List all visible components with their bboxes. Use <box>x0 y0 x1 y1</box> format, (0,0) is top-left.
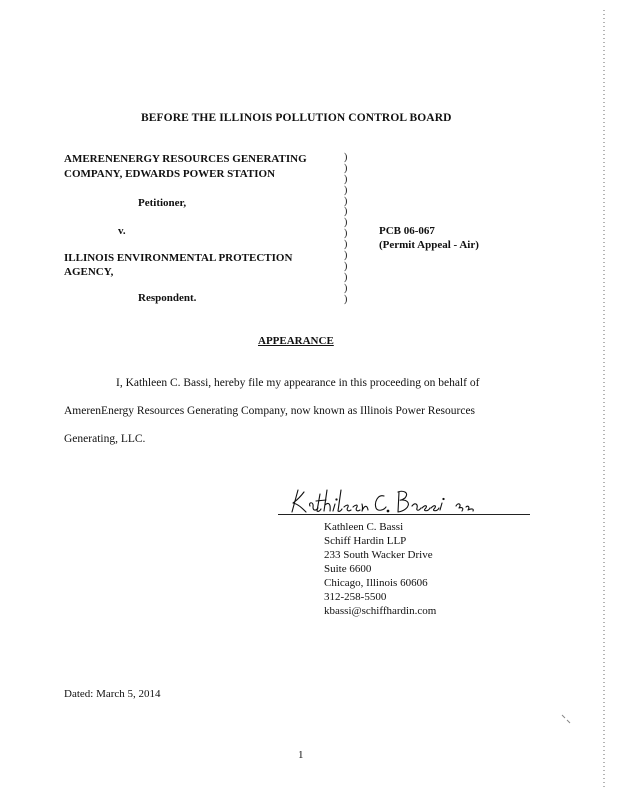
signer-name: Kathleen C. Bassi <box>324 521 404 533</box>
page-title: BEFORE THE ILLINOIS POLLUTION CONTROL BOARD <box>141 112 452 124</box>
signer-firm: Schiff Hardin LLP <box>324 535 407 547</box>
scan-edge-artifact <box>603 10 605 790</box>
body-line-2: AmerenEnergy Resources Generating Company, now known as Illinois Power Resources <box>64 405 476 417</box>
signer-address-line1: 233 South Wacker Drive <box>324 549 433 561</box>
respondent-name-line2: AGENCY, <box>64 266 114 278</box>
signer-phone: 312-258-5500 <box>324 591 387 603</box>
caption-bracket: ) ) ) ) ) ) ) ) ) ) ) ) ) ) <box>344 152 348 305</box>
versus-label: v. <box>118 225 126 237</box>
signer-email: kbassi@schiffhardin.com <box>324 605 437 617</box>
case-type: (Permit Appeal - Air) <box>379 239 479 251</box>
petitioner-name-line1: AMERENENERGY RESOURCES GENERATING <box>64 153 307 165</box>
body-line-3: Generating, LLC. <box>64 433 146 445</box>
scan-smudge-mark <box>560 712 574 726</box>
page-number: 1 <box>298 749 304 761</box>
petitioner-role: Petitioner, <box>138 197 187 209</box>
handwritten-signature <box>280 484 490 518</box>
respondent-name-line1: ILLINOIS ENVIRONMENTAL PROTECTION <box>64 252 293 264</box>
respondent-role: Respondent. <box>138 292 197 304</box>
petitioner-name-line2: COMPANY, EDWARDS POWER STATION <box>64 168 276 180</box>
signer-city: Chicago, Illinois 60606 <box>324 577 428 589</box>
signer-address-line2: Suite 6600 <box>324 563 372 575</box>
appearance-heading: APPEARANCE <box>258 335 334 347</box>
dated-line: Dated: March 5, 2014 <box>64 688 161 700</box>
body-line-1: I, Kathleen C. Bassi, hereby file my appearance in this proceeding on behalf of <box>116 377 480 389</box>
case-number: PCB 06-067 <box>379 225 435 237</box>
signature-line <box>278 514 530 515</box>
